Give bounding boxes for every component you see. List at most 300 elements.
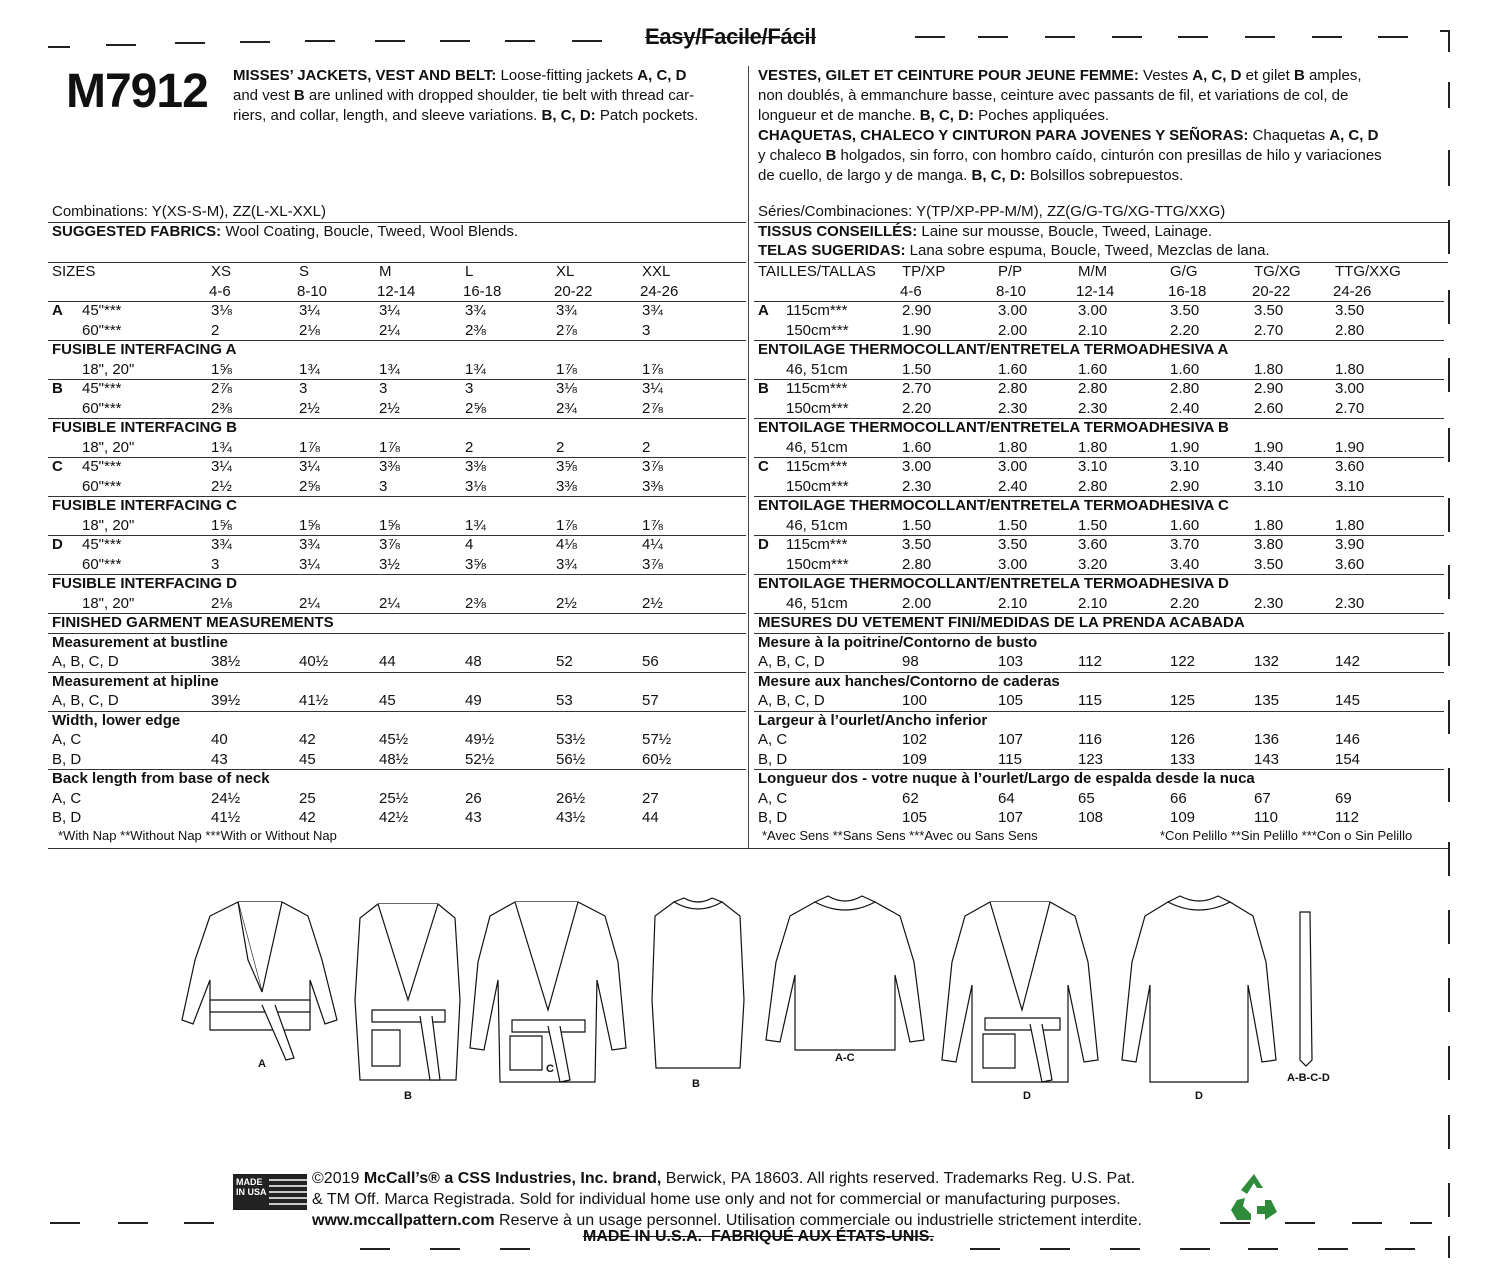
fr-size-name: G/G bbox=[1170, 263, 1198, 280]
fr-cell: 3.40 bbox=[1254, 458, 1284, 475]
en-section-heading bbox=[52, 613, 750, 633]
en-cell: 1⅞ bbox=[299, 438, 320, 456]
fr-section-heading bbox=[758, 613, 1448, 633]
en-size-name: M bbox=[379, 263, 392, 280]
en-cell: 52½ bbox=[465, 750, 495, 768]
en-size-number: 12-14 bbox=[377, 282, 416, 300]
en-view-label: B, D bbox=[52, 809, 82, 826]
en-section-label: Width, lower edge bbox=[52, 711, 181, 729]
en-cell: 4⅛ bbox=[556, 536, 577, 553]
address: Berwick, PA 18603. All rights reserved. Trademarks Reg. U.S. Pat. bbox=[661, 1170, 1136, 1187]
fr-cell: 3.50 bbox=[1254, 555, 1284, 573]
en-width-label: 60"*** bbox=[82, 321, 122, 339]
en-table-row bbox=[52, 750, 750, 770]
brand-name: McCall’s® a CSS Industries, Inc. brand, bbox=[363, 1170, 662, 1187]
en-width-label: 60"*** bbox=[82, 555, 122, 573]
en-section-heading bbox=[52, 633, 750, 653]
fr-cell: 1.80 bbox=[1078, 438, 1108, 456]
en-cell: 3¼ bbox=[211, 458, 232, 475]
fr-cell: 154 bbox=[1335, 750, 1361, 768]
en-cell: 40 bbox=[211, 731, 228, 748]
nap-note-es: *Con Pelillo **Sin Pelillo ***Con o Sin Pelillo bbox=[1160, 828, 1413, 843]
en-cell: 56 bbox=[642, 653, 659, 670]
fr-section-heading bbox=[758, 496, 1448, 516]
en-cell: 3⅜ bbox=[465, 458, 486, 475]
en-section-heading bbox=[52, 769, 750, 789]
en-cell: 49 bbox=[465, 692, 482, 709]
fr-cell: 1.90 bbox=[1335, 438, 1365, 456]
en-table-row bbox=[52, 457, 750, 477]
en-width-label: 45"*** bbox=[82, 536, 122, 553]
en-cell: 2 bbox=[465, 438, 474, 456]
fr-cell: 3.00 bbox=[1335, 380, 1365, 397]
fr-cell: 2.80 bbox=[998, 380, 1028, 397]
view-label: D bbox=[1195, 1090, 1203, 1102]
fr-cell: 2.90 bbox=[1254, 380, 1284, 397]
en-cell: 3¾ bbox=[556, 302, 577, 319]
fr-cell: 3.50 bbox=[902, 536, 932, 553]
en-width-label: 18", 20" bbox=[82, 360, 135, 378]
en-cell: 3 bbox=[379, 477, 388, 495]
fr-cell: 1.80 bbox=[1254, 516, 1284, 534]
en-cell: 2⅜ bbox=[465, 321, 486, 339]
en-cell: 3 bbox=[299, 380, 308, 397]
en-table-row bbox=[52, 808, 750, 828]
en-section-label: FUSIBLE INTERFACING B bbox=[52, 419, 238, 436]
en-cell: 49½ bbox=[465, 731, 495, 748]
en-width-label: 18", 20" bbox=[82, 516, 135, 534]
use-notice-fr: Reserve à un usage personnel. Utilisation commerciale ou industrielle strictement interdite. bbox=[494, 1212, 1142, 1229]
fr-section-label: Largeur à l’ourlet/Ancho inferior bbox=[758, 711, 988, 729]
en-cell: 3¼ bbox=[299, 555, 320, 573]
en-view-label: D bbox=[52, 536, 63, 553]
en-size-name: XL bbox=[556, 263, 575, 280]
fr-cell: 2.30 bbox=[1078, 399, 1108, 417]
en-width-label: 45"*** bbox=[82, 458, 122, 475]
en-view-label: B bbox=[52, 380, 63, 397]
en-section-label: Measurement at hipline bbox=[52, 672, 219, 690]
en-section-label: Back length from base of neck bbox=[52, 770, 270, 787]
fr-width-label: 115cm*** bbox=[786, 458, 848, 475]
french-spanish-description: VESTES, GILET ET CEINTURE POUR JEUNE FEMME: Vestes A, C, D et gilet B amples, non doublés, à emmanchure basse, ceinture avec passants de fil, et variations de col, de longueur et de manche. B, C, D: Poches appliquées. CHAQUETAS, CHALECO Y CINTURON PARA JOVENES Y SEÑORAS: Chaquetas A, C, D y chaleco B holgados, sin forro, con hombro caído, cinturón con presillas de hilo y variaciones de cuello, de largo y de manga. B, C, D: Bolsillos sobrepuestos. bbox=[758, 67, 1382, 184]
fr-cell: 1.60 bbox=[1078, 360, 1108, 378]
en-cell: 26 bbox=[465, 789, 482, 807]
fr-cell: 3.10 bbox=[1254, 477, 1284, 495]
difficulty-title: Easy/Facile/Fácil bbox=[645, 24, 817, 49]
en-cell: 3⅞ bbox=[642, 458, 663, 475]
en-cell: 3⅞ bbox=[642, 555, 663, 573]
fr-cell: 122 bbox=[1170, 653, 1196, 670]
fr-cell: 135 bbox=[1254, 692, 1280, 709]
fr-cell: 2.20 bbox=[902, 399, 932, 417]
fr-cell: 64 bbox=[998, 789, 1015, 807]
fr-section-label: Longueur dos - votre nuque à l’ourlet/Largo de espalda desde la nuca bbox=[758, 770, 1255, 787]
copyright-block bbox=[312, 1168, 1232, 1231]
en-cell: 2⅞ bbox=[642, 399, 663, 417]
en-section-label: FINISHED GARMENT MEASUREMENTS bbox=[52, 614, 334, 631]
fr-width-label: 46, 51cm bbox=[786, 594, 848, 612]
fr-cell: 3.00 bbox=[998, 555, 1028, 573]
fr-section-heading bbox=[758, 711, 1448, 731]
fr-cell: 2.10 bbox=[1078, 321, 1108, 339]
view-label: B bbox=[404, 1090, 412, 1102]
fr-table-row bbox=[758, 477, 1448, 497]
en-cell: 4 bbox=[465, 536, 474, 553]
fr-cell: 2.40 bbox=[1170, 399, 1200, 417]
fr-cell: 3.00 bbox=[998, 458, 1028, 475]
en-size-numbers bbox=[52, 282, 750, 302]
fr-sizes-label: TAILLES/TALLAS bbox=[758, 263, 876, 280]
fr-cell: 69 bbox=[1335, 789, 1352, 807]
en-cell: 1⅝ bbox=[211, 516, 232, 534]
fr-width-label: 150cm*** bbox=[786, 321, 849, 339]
en-cell: 3⅛ bbox=[465, 477, 486, 495]
fr-cell: 1.60 bbox=[902, 438, 932, 456]
fr-cell: 107 bbox=[998, 731, 1024, 748]
en-section-label: Measurement at bustline bbox=[52, 633, 228, 651]
en-size-name: XS bbox=[211, 263, 232, 280]
en-cell: 43½ bbox=[556, 809, 586, 826]
fr-width-label: 115cm*** bbox=[786, 380, 848, 397]
view-c-jacket-drawing bbox=[470, 902, 626, 1082]
fr-width-label: 115cm*** bbox=[786, 302, 848, 319]
fr-size-name: TTG/XXG bbox=[1335, 263, 1401, 280]
en-cell: 25½ bbox=[379, 789, 409, 807]
fr-table-row bbox=[758, 555, 1448, 575]
en-cell: 3⅛ bbox=[211, 302, 232, 319]
fr-size-number: 12-14 bbox=[1076, 282, 1115, 300]
en-view-label: A bbox=[52, 302, 63, 319]
fr-section-label: Mesure aux hanches/Contorno de caderas bbox=[758, 672, 1060, 690]
fr-size-number: 4-6 bbox=[900, 282, 922, 300]
fr-view-label: A, C bbox=[758, 789, 788, 807]
en-view-label: A, C bbox=[52, 789, 82, 807]
pattern-number: M7912 bbox=[66, 65, 208, 118]
en-cell: 1⅞ bbox=[642, 516, 663, 534]
en-cell: 3⅜ bbox=[379, 458, 400, 475]
fr-size-numbers bbox=[758, 282, 1448, 302]
view-a-jacket-drawing bbox=[182, 902, 337, 1060]
nap-note-en: *With Nap **Without Nap ***With or Without Nap bbox=[58, 828, 337, 843]
en-cell: 2⅛ bbox=[211, 594, 232, 612]
en-cell: 52 bbox=[556, 653, 573, 670]
fr-cell: 3.10 bbox=[1170, 458, 1200, 475]
use-notice: & TM Off. Marca Registrada. Sold for individual home use only and not for commercial or manufacturing purposes. bbox=[312, 1191, 1121, 1208]
fr-table-row bbox=[758, 808, 1448, 828]
en-cell: 3 bbox=[379, 380, 388, 397]
en-cell: 1¾ bbox=[465, 516, 486, 534]
copyright-year: ©2019 bbox=[312, 1170, 364, 1187]
en-cell: 38½ bbox=[211, 653, 241, 670]
view-label: A-C bbox=[835, 1052, 855, 1064]
en-cell: 2⅞ bbox=[211, 380, 232, 397]
en-size-header bbox=[52, 262, 750, 282]
en-table-row bbox=[52, 730, 750, 750]
en-cell: 3¾ bbox=[642, 302, 663, 319]
fr-cell: 2.60 bbox=[1254, 399, 1284, 417]
en-width-label: 18", 20" bbox=[82, 594, 135, 612]
fr-section-label: ENTOILAGE THERMOCOLLANT/ENTRETELA TERMOADHESIVA D bbox=[758, 575, 1229, 592]
en-cell: 2⅛ bbox=[299, 321, 320, 339]
en-cell: 3 bbox=[211, 555, 220, 573]
fr-view-label: B, D bbox=[758, 750, 788, 768]
fr-cell: 1.80 bbox=[1335, 516, 1365, 534]
view-label: B bbox=[692, 1078, 700, 1090]
en-size-number: 4-6 bbox=[209, 282, 231, 300]
rule bbox=[48, 848, 1448, 849]
fr-cell: 123 bbox=[1078, 750, 1104, 768]
fr-table-row bbox=[758, 516, 1448, 536]
fr-size-name: TP/XP bbox=[902, 263, 946, 280]
website-link[interactable]: www.mccallpattern.com bbox=[312, 1212, 495, 1229]
fr-section-label: ENTOILAGE THERMOCOLLANT/ENTRETELA TERMOADHESIVA B bbox=[758, 419, 1229, 436]
en-width-label: 45"*** bbox=[82, 380, 122, 397]
en-cell: 27 bbox=[642, 789, 659, 807]
fr-cell: 2.80 bbox=[1078, 380, 1108, 397]
fr-cell: 1.60 bbox=[998, 360, 1028, 378]
view-label: D bbox=[1023, 1090, 1031, 1102]
en-cell: 1⅝ bbox=[211, 360, 232, 378]
en-size-name: S bbox=[299, 263, 310, 280]
en-table-row bbox=[52, 399, 750, 419]
en-section-heading bbox=[52, 340, 750, 360]
made-in-usa-text: MADE IN USA bbox=[236, 1177, 267, 1197]
fr-cell: 3.10 bbox=[1335, 477, 1365, 495]
fr-cell: 100 bbox=[902, 692, 928, 709]
en-cell: 2¼ bbox=[299, 594, 320, 612]
en-cell: 3½ bbox=[379, 555, 400, 573]
en-cell: 42 bbox=[299, 731, 316, 748]
combinations-fr: Séries/Combinaciones: Y(TP/XP-PP-M/M), ZZ(G/G-TG/XG-TTG/XXG) bbox=[758, 203, 1226, 220]
en-cell: 56½ bbox=[556, 750, 586, 768]
fr-cell: 67 bbox=[1254, 789, 1271, 807]
combinations-en: Combinations: Y(XS-S-M), ZZ(L-XL-XXL) bbox=[52, 203, 326, 220]
fabrics-label: SUGGESTED FABRICS: bbox=[52, 223, 222, 240]
fabrics-es-label: TELAS SUGERIDAS: bbox=[758, 242, 906, 259]
en-width-label: 60"*** bbox=[82, 399, 122, 417]
view-label: C bbox=[546, 1063, 554, 1075]
en-cell: 25 bbox=[299, 789, 316, 807]
fr-cell: 3.00 bbox=[902, 458, 932, 475]
fr-table-row bbox=[758, 457, 1448, 477]
en-width-label: 45"*** bbox=[82, 302, 122, 319]
en-cell: 1¾ bbox=[299, 360, 320, 378]
fr-cell: 112 bbox=[1335, 809, 1359, 826]
fr-cell: 109 bbox=[1170, 809, 1196, 826]
fr-cell: 62 bbox=[902, 789, 919, 807]
en-cell: 44 bbox=[642, 809, 659, 826]
fr-table-row bbox=[758, 321, 1448, 341]
en-sizes-label: SIZES bbox=[52, 263, 96, 280]
en-cell: 3⅝ bbox=[465, 555, 486, 573]
en-cell: 43 bbox=[211, 750, 228, 768]
view-label: A-B-C-D bbox=[1287, 1072, 1330, 1084]
en-cell: 3¼ bbox=[379, 302, 400, 319]
en-cell: 3⅝ bbox=[556, 458, 577, 475]
fr-width-label: 150cm*** bbox=[786, 399, 849, 417]
fr-section-heading bbox=[758, 418, 1448, 438]
en-cell: 45 bbox=[379, 692, 396, 709]
english-description: MISSES’ JACKETS, VEST AND BELT: Loose-fitting jackets A, C, D and vest B are unlined with dropped shoulder, tie belt with thread car- riers, and collar, length, and sleeve variations. B, C, D: Patch pockets. bbox=[233, 67, 699, 124]
fr-section-label: ENTOILAGE THERMOCOLLANT/ENTRETELA TERMOADHESIVA C bbox=[758, 497, 1229, 514]
en-cell: 3 bbox=[642, 321, 651, 339]
en-cell: 53 bbox=[556, 692, 573, 709]
fr-section-label: MESURES DU VETEMENT FINI/MEDIDAS DE LA PRENDA ACABADA bbox=[758, 614, 1245, 631]
fr-width-label: 46, 51cm bbox=[786, 438, 848, 456]
fr-view-label: B, D bbox=[758, 809, 788, 826]
en-cell: 3⅜ bbox=[556, 477, 577, 495]
en-cell: 3⅞ bbox=[379, 536, 400, 553]
fr-cell: 3.70 bbox=[1170, 536, 1200, 553]
fr-cell: 2.10 bbox=[998, 594, 1028, 612]
fr-cell: 133 bbox=[1170, 750, 1196, 768]
fr-width-label: 150cm*** bbox=[786, 477, 849, 495]
en-cell: 1⅞ bbox=[379, 438, 400, 456]
fr-cell: 2.00 bbox=[998, 321, 1028, 339]
fr-cell: 2.70 bbox=[1335, 399, 1365, 417]
en-cell: 41½ bbox=[299, 692, 329, 709]
fr-table-row bbox=[758, 750, 1448, 770]
en-cell: 2 bbox=[556, 438, 565, 456]
fr-cell: 1.80 bbox=[1335, 360, 1365, 378]
fr-cell: 3.50 bbox=[998, 536, 1028, 553]
fr-cell: 3.50 bbox=[1335, 302, 1365, 319]
fr-table-row bbox=[758, 789, 1448, 809]
en-cell: 2¼ bbox=[379, 321, 400, 339]
en-view-label: C bbox=[52, 458, 63, 475]
fr-cell: 2.80 bbox=[1078, 477, 1108, 495]
en-table-row bbox=[52, 652, 750, 672]
recycle-icon bbox=[1227, 1170, 1281, 1224]
fr-table-row bbox=[758, 399, 1448, 419]
fr-cell: 2.40 bbox=[998, 477, 1028, 495]
en-cell: 41½ bbox=[211, 809, 241, 826]
en-section-heading bbox=[52, 711, 750, 731]
en-table-row bbox=[52, 789, 750, 809]
en-table-row bbox=[52, 379, 750, 399]
fr-cell: 3.50 bbox=[1170, 302, 1200, 319]
fr-cell: 3.60 bbox=[1078, 536, 1108, 553]
en-view-label: A, B, C, D bbox=[52, 653, 119, 670]
en-size-number: 16-18 bbox=[463, 282, 502, 300]
fr-cell: 115 bbox=[998, 750, 1022, 768]
fr-section-heading bbox=[758, 340, 1448, 360]
fr-cell: 1.80 bbox=[998, 438, 1028, 456]
fr-cell: 3.10 bbox=[1078, 458, 1108, 475]
en-cell: 3¾ bbox=[299, 536, 320, 553]
fabrics-fr-text: Laine sur mousse, Boucle, Tweed, Lainage. bbox=[917, 223, 1213, 240]
made-in-usa-badge bbox=[233, 1174, 307, 1210]
fr-cell: 136 bbox=[1254, 731, 1280, 748]
en-cell: 2⅞ bbox=[556, 321, 577, 339]
fabrics-fr-label: TISSUS CONSEILLÉS: bbox=[758, 223, 918, 240]
view-b-vest-drawing bbox=[355, 904, 460, 1080]
en-cell: 2½ bbox=[379, 399, 400, 417]
en-section-heading bbox=[52, 496, 750, 516]
en-cell: 2⅜ bbox=[465, 594, 486, 612]
fr-size-number: 20-22 bbox=[1252, 282, 1291, 300]
fr-table-row bbox=[758, 730, 1448, 750]
en-cell: 53½ bbox=[556, 731, 586, 748]
fr-cell: 1.50 bbox=[902, 516, 932, 534]
fr-cell: 2.30 bbox=[902, 477, 932, 495]
en-cell: 2 bbox=[642, 438, 651, 456]
en-cell: 1⅞ bbox=[556, 516, 577, 534]
en-cell: 2½ bbox=[299, 399, 320, 417]
fr-view-label: A, C bbox=[758, 731, 788, 748]
fr-cell: 1.90 bbox=[902, 321, 932, 339]
fr-cell: 105 bbox=[998, 692, 1024, 709]
en-size-number: 8-10 bbox=[297, 282, 328, 300]
fr-cell: 1.80 bbox=[1254, 360, 1284, 378]
suggested-fabrics-es bbox=[758, 241, 1270, 260]
fr-cell: 3.50 bbox=[1254, 302, 1284, 319]
en-cell: 44 bbox=[379, 653, 396, 670]
nap-note-fr: *Avec Sens **Sans Sens ***Avec ou Sans Sens bbox=[762, 828, 1038, 843]
fr-cell: 1.50 bbox=[998, 516, 1028, 534]
fr-size-number: 8-10 bbox=[996, 282, 1027, 300]
fr-cell: 1.50 bbox=[1078, 516, 1108, 534]
fr-cell: 3.20 bbox=[1078, 555, 1108, 573]
fr-width-label: 150cm*** bbox=[786, 555, 849, 573]
view-a-c-back-drawing bbox=[766, 896, 924, 1050]
fr-cell: 102 bbox=[902, 731, 928, 748]
en-cell: 43 bbox=[465, 809, 482, 826]
en-size-name: L bbox=[465, 263, 474, 280]
fr-view-label: D bbox=[758, 536, 769, 553]
en-width-label: 60"*** bbox=[82, 477, 122, 495]
fr-size-number: 16-18 bbox=[1168, 282, 1207, 300]
fr-cell: 142 bbox=[1335, 653, 1361, 670]
fr-cell: 2.70 bbox=[902, 380, 932, 397]
en-cell: 3 bbox=[465, 380, 474, 397]
fr-cell: 1.90 bbox=[1254, 438, 1284, 456]
en-cell: 4¼ bbox=[642, 536, 663, 553]
fr-cell: 146 bbox=[1335, 731, 1361, 748]
en-cell: 2½ bbox=[642, 594, 663, 612]
fr-cell: 3.00 bbox=[998, 302, 1028, 319]
en-table-row bbox=[52, 301, 750, 321]
fr-section-label: ENTOILAGE THERMOCOLLANT/ENTRETELA TERMOADHESIVA A bbox=[758, 341, 1229, 358]
fr-size-header bbox=[758, 262, 1448, 282]
en-cell: 2½ bbox=[211, 477, 232, 495]
en-section-heading bbox=[52, 574, 750, 594]
fabrics-es-text: Lana sobre espuma, Boucle, Tweed, Mezclas de lana. bbox=[905, 242, 1270, 259]
en-cell: 2⅜ bbox=[211, 399, 232, 417]
en-cell: 57 bbox=[642, 692, 659, 709]
fr-cell: 145 bbox=[1335, 692, 1361, 709]
fr-cell: 2.30 bbox=[998, 399, 1028, 417]
en-cell: 57½ bbox=[642, 731, 672, 748]
en-table-row bbox=[52, 321, 750, 341]
fr-cell: 112 bbox=[1078, 653, 1102, 670]
fr-cell: 1.90 bbox=[1170, 438, 1200, 456]
en-section-heading bbox=[52, 672, 750, 692]
en-cell: 48½ bbox=[379, 750, 409, 768]
en-cell: 3¾ bbox=[556, 555, 577, 573]
en-cell: 1⅝ bbox=[299, 516, 320, 534]
fr-cell: 2.80 bbox=[1335, 321, 1365, 339]
en-cell: 2⅝ bbox=[465, 399, 486, 417]
fr-cell: 126 bbox=[1170, 731, 1196, 748]
fr-table-row bbox=[758, 379, 1448, 399]
fr-cell: 1.60 bbox=[1170, 516, 1200, 534]
en-table-row bbox=[52, 535, 750, 555]
fr-cell: 105 bbox=[902, 809, 928, 826]
en-cell: 1⅞ bbox=[556, 360, 577, 378]
en-section-label: FUSIBLE INTERFACING D bbox=[52, 575, 238, 592]
view-b-back-drawing bbox=[652, 898, 744, 1068]
